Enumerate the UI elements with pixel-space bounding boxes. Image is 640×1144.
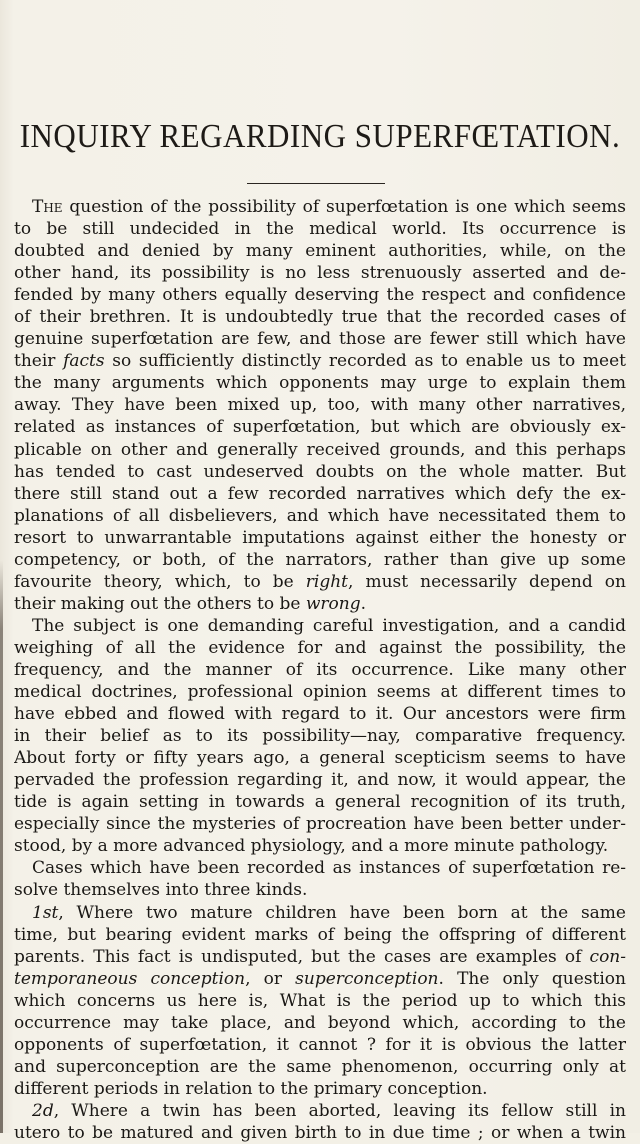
page-title: INQUIRY REGARDING SUPERFŒTATION. bbox=[19, 116, 621, 155]
text-line: especially since the mysteries of procreation have been better under- bbox=[14, 814, 626, 835]
text-line: parents. This fact is undisputed, but the cases are examples of con- bbox=[14, 946, 626, 967]
text-line: 1st, Where two mature children have been born at the same bbox=[32, 902, 626, 923]
text-line: time, but bearing evident marks of being the offspring of different bbox=[14, 924, 626, 945]
text-line: occurrence may take place, and beyond which, according to the bbox=[14, 1012, 626, 1033]
text-line: utero to be matured and given birth to in due time ; or when a twin bbox=[14, 1122, 626, 1143]
text-line: About forty or fifty years ago, a general scepticism seems to have bbox=[14, 748, 626, 769]
text-line: their making out the others to be wrong. bbox=[14, 593, 367, 614]
text-line: temporaneous conception, or superconception. The only question bbox=[14, 968, 626, 989]
title-rule bbox=[247, 183, 385, 184]
text-line: medical doctrines, professional opinion seems at different times to bbox=[14, 682, 626, 703]
text-line: opponents of superfœtation, it cannot ? for it is obvious the latter bbox=[14, 1034, 626, 1055]
text-line: stood, by a more advanced physiology, and a more minute pathology. bbox=[14, 836, 609, 857]
text-line: weighing of all the evidence for and against the possibility, the bbox=[14, 637, 626, 658]
text-line: The question of the possibility of superfœtation is one which seems bbox=[32, 197, 626, 217]
text-line: The subject is one demanding careful investigation, and a candid bbox=[32, 615, 626, 636]
text-line: Cases which have been recorded as instances of superfœtation re- bbox=[32, 858, 626, 879]
text-line: the many arguments which opponents may urge to explain them bbox=[14, 373, 626, 394]
text-line: of their brethren. It is undoubtedly true that the recorded cases of bbox=[14, 307, 626, 328]
text-line: plicable on other and generally received grounds, and this perhaps bbox=[14, 439, 626, 460]
text-line: competency, or both, of the narrators, rather than give up some bbox=[14, 549, 626, 570]
page-gutter-edge bbox=[0, 560, 3, 1133]
text-line: fended by many others equally deserving the respect and confidence bbox=[14, 285, 626, 306]
text-line: to be still undecided in the medical world. Its occurrence is bbox=[14, 219, 626, 240]
text-line: tide is again setting in towards a general recognition of its truth, bbox=[14, 792, 626, 813]
text-line: favourite theory, which, to be right, must necessarily depend on bbox=[14, 571, 626, 592]
text-line: doubted and denied by many eminent authorities, while, on the bbox=[14, 241, 626, 262]
text-line: have ebbed and flowed with regard to it. Our ancestors were firm bbox=[14, 704, 626, 725]
text-line: their facts so sufficiently distinctly recorded as to enable us to meet bbox=[14, 351, 626, 372]
text-line: resort to unwarrantable imputations against either the honesty or bbox=[14, 527, 626, 548]
text-line: in their belief as to its possibility—nay, comparative frequency. bbox=[14, 726, 626, 747]
text-line: frequency, and the manner of its occurrence. Like many other bbox=[14, 659, 626, 680]
text-line: genuine superfœtation are few, and those are fewer still which have bbox=[14, 329, 626, 350]
text-line: away. They have been mixed up, too, with many other narratives, bbox=[14, 395, 626, 416]
text-line: different periods in relation to the primary conception. bbox=[14, 1078, 488, 1099]
text-line: planations of all disbelievers, and which have necessitated them to bbox=[14, 505, 626, 526]
text-line: solve themselves into three kinds. bbox=[14, 880, 308, 901]
text-line: has tended to cast undeserved doubts on the whole matter. But bbox=[14, 461, 626, 482]
text-line: 2d, Where a twin has been aborted, leaving its fellow still in bbox=[32, 1100, 626, 1121]
text-line: pervaded the profession regarding it, and now, it would appear, the bbox=[14, 770, 626, 791]
text-line: there still stand out a few recorded narratives which defy the ex- bbox=[14, 483, 626, 504]
text-line: which concerns us here is, What is the period up to which this bbox=[14, 990, 626, 1011]
text-line: other hand, its possibility is no less strenuously asserted and de- bbox=[14, 263, 626, 284]
text-line: and superconception are the same phenomenon, occurring only at bbox=[14, 1056, 626, 1077]
text-line: related as instances of superfœtation, but which are obviously ex- bbox=[14, 417, 626, 438]
body-text bbox=[14, 196, 626, 1144]
